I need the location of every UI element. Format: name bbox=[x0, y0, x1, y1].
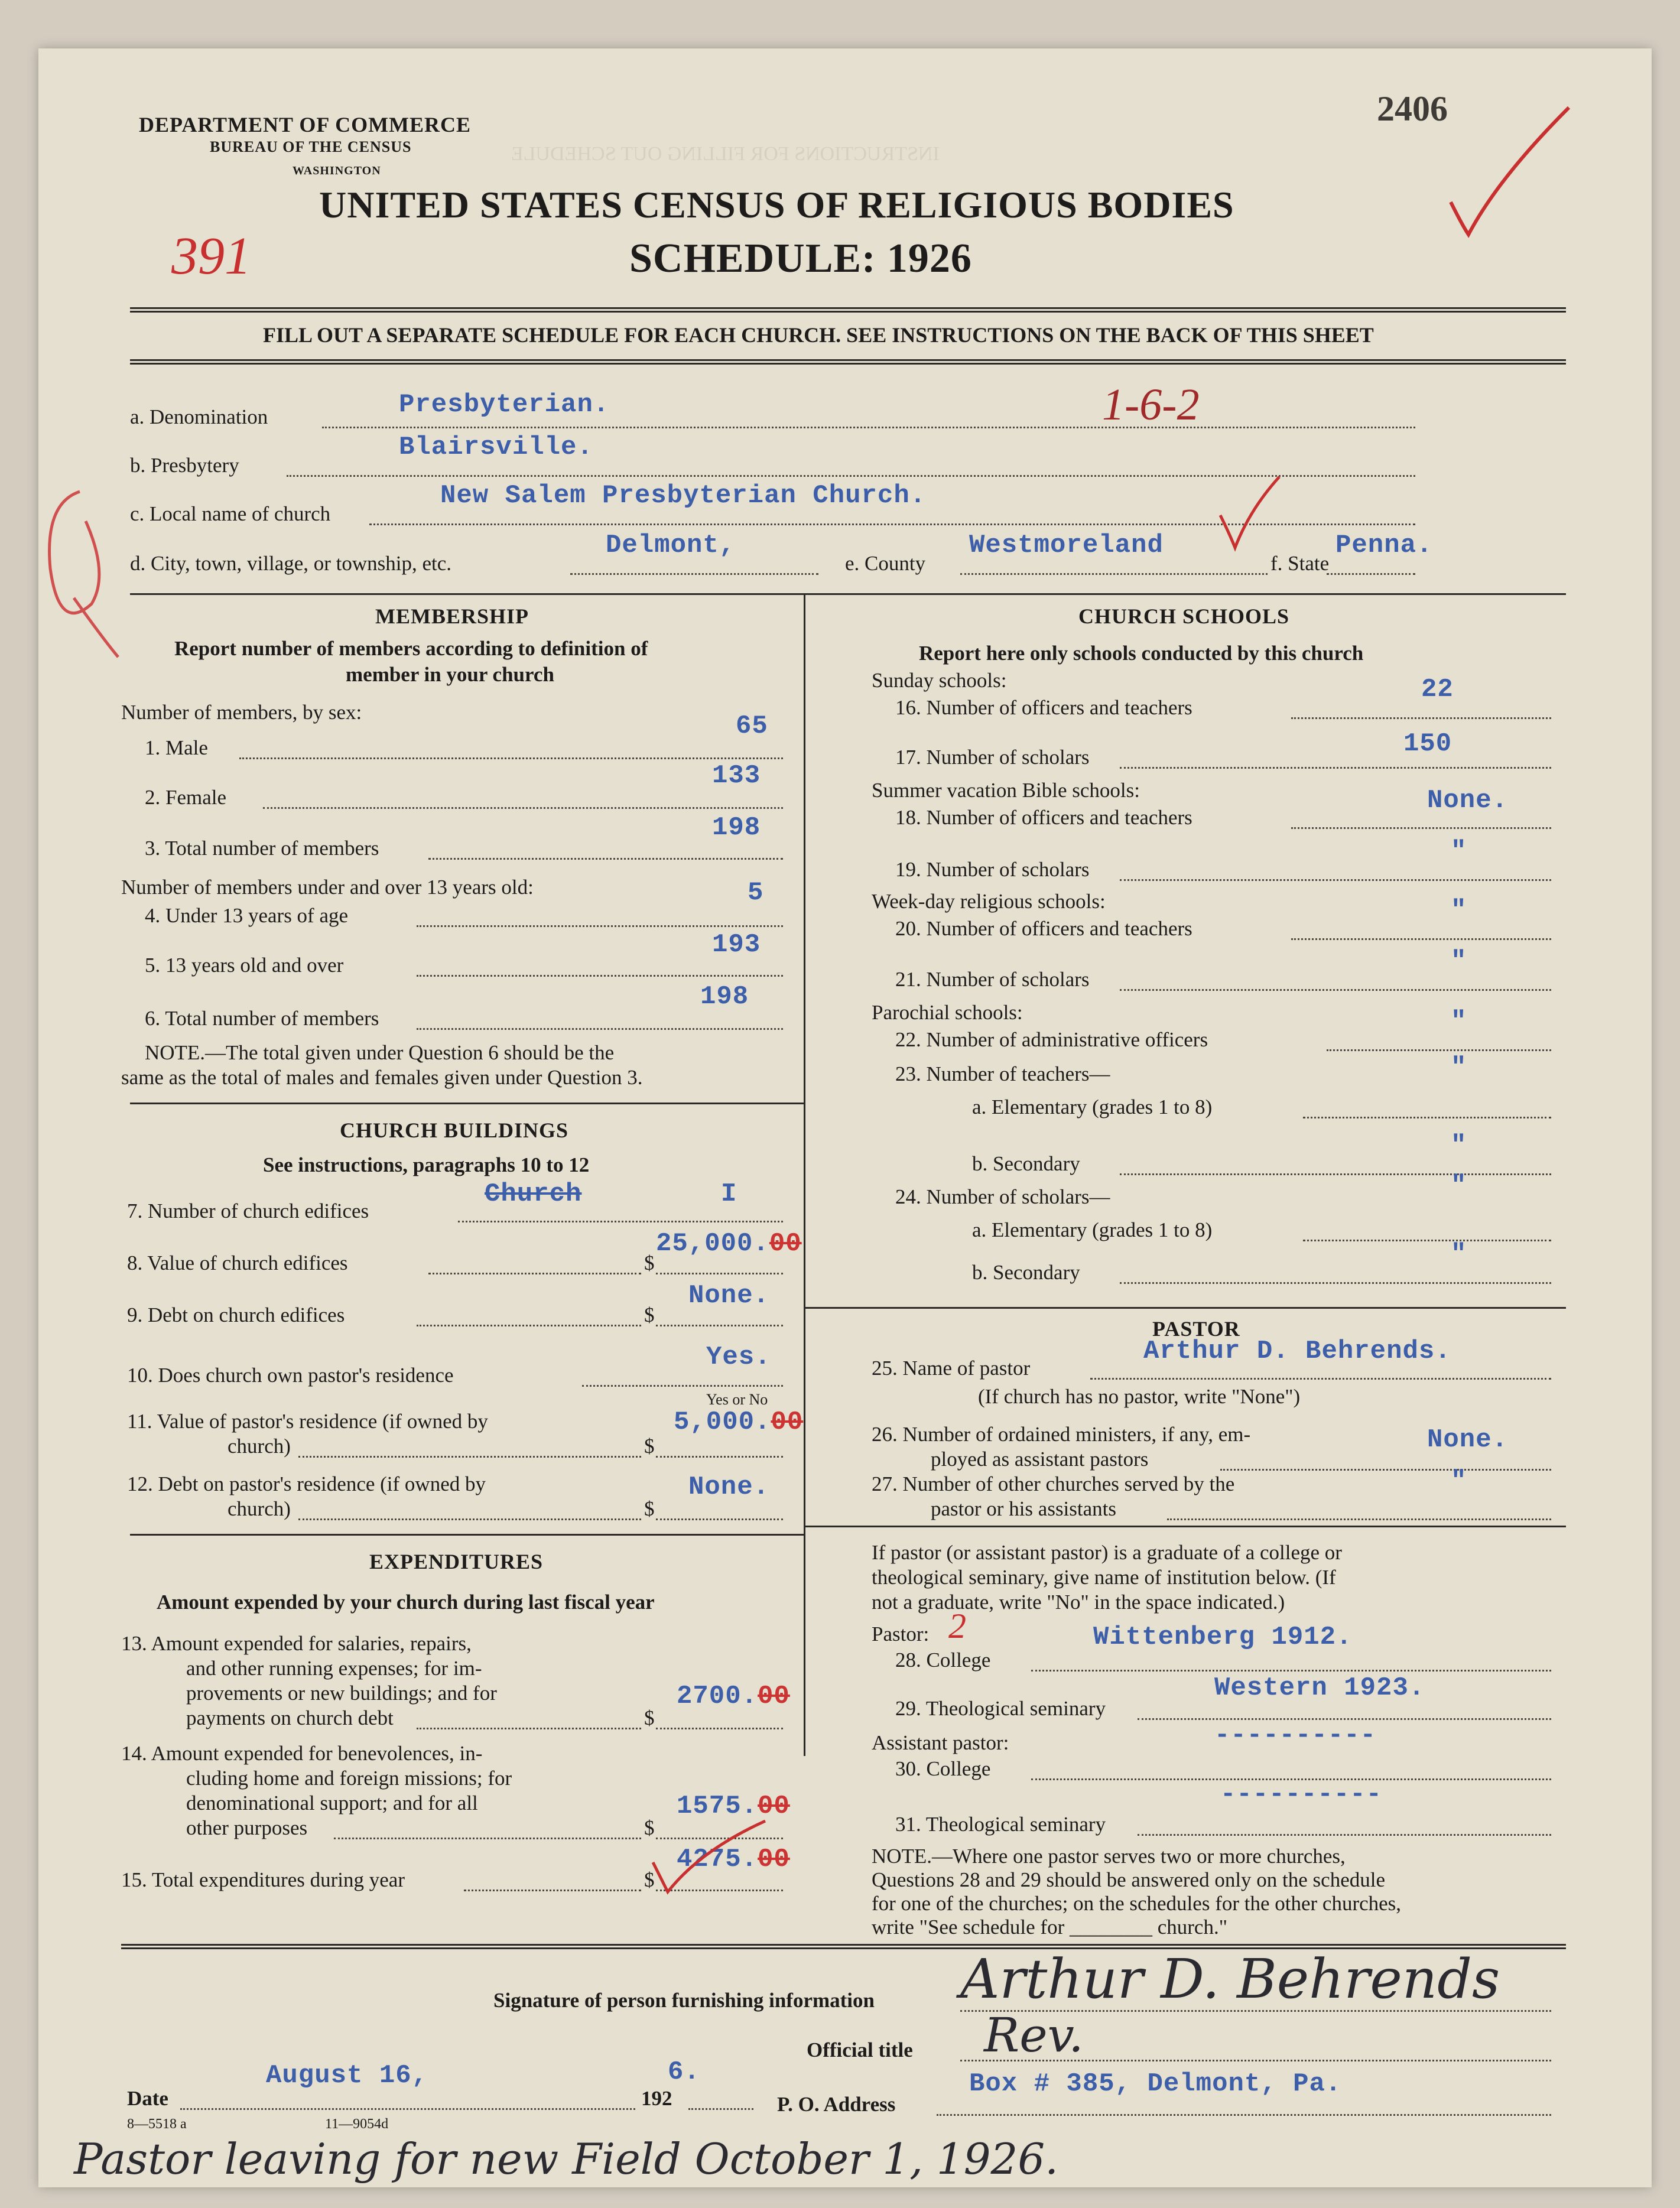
by-age-label: Number of members under and over 13 years old: bbox=[121, 876, 534, 899]
q14-value[interactable]: 1575.00 bbox=[677, 1791, 790, 1821]
pastor-note-1: NOTE.—Where one pastor serves two or more churches, bbox=[872, 1845, 1346, 1868]
q12-debt-label-1: 12. Debt on pastor's residence (if owned by bbox=[127, 1472, 486, 1495]
department-name: DEPARTMENT OF COMMERCE bbox=[139, 113, 472, 136]
q5-over-13-label: 5. 13 years old and over bbox=[145, 954, 344, 977]
presbytery-label: b. Presbytery bbox=[130, 454, 239, 477]
local-name-value[interactable]: New Salem Presbyterian Church. bbox=[440, 481, 927, 510]
local-name-label: c. Local name of church bbox=[130, 502, 331, 525]
q25-label: 25. Name of pastor bbox=[872, 1357, 1031, 1380]
q31-value[interactable]: ---------- bbox=[1220, 1780, 1383, 1809]
q26-value[interactable]: None. bbox=[1427, 1425, 1509, 1455]
form-title: UNITED STATES CENSUS OF RELIGIOUS BODIES bbox=[319, 184, 1234, 226]
q13-label-3: provements or new buildings; and for bbox=[186, 1682, 497, 1705]
q13-label-2: and other running expenses; for im- bbox=[186, 1657, 482, 1680]
q7-edifices-label: 7. Number of church edifices bbox=[127, 1199, 369, 1222]
q19-label: 19. Number of scholars bbox=[895, 858, 1090, 881]
q17-value[interactable]: 150 bbox=[1403, 729, 1452, 759]
q20-label: 20. Number of officers and teachers bbox=[895, 917, 1192, 940]
q30-value[interactable]: ---------- bbox=[1214, 1721, 1377, 1750]
q23a-label: a. Elementary (grades 1 to 8) bbox=[972, 1095, 1213, 1118]
q9-dollar: $ bbox=[644, 1303, 655, 1326]
expenditures-intro: Amount expended by your church during last fiscal year bbox=[157, 1591, 655, 1614]
pastor-heading: PASTOR bbox=[1152, 1317, 1240, 1341]
q9-debt-value[interactable]: None. bbox=[688, 1281, 770, 1311]
q22-value[interactable]: " bbox=[1451, 1007, 1467, 1036]
q5-over-13-value[interactable]: 193 bbox=[712, 930, 761, 960]
q21-value[interactable]: " bbox=[1451, 947, 1467, 976]
q17-label: 17. Number of scholars bbox=[895, 746, 1090, 769]
q6-total-value[interactable]: 198 bbox=[700, 982, 749, 1012]
q10-residence-value[interactable]: Yes. bbox=[706, 1342, 771, 1372]
schedule-sheet bbox=[38, 48, 1652, 2187]
q8-value[interactable]: 25,000.00 bbox=[656, 1229, 802, 1259]
q28-value[interactable]: Wittenberg 1912. bbox=[1093, 1622, 1353, 1652]
q11-dollar: $ bbox=[644, 1435, 655, 1458]
q29-label: 29. Theological seminary bbox=[895, 1697, 1106, 1720]
q15-value[interactable]: 4275.00 bbox=[677, 1845, 790, 1874]
q9-debt-label: 9. Debt on church edifices bbox=[127, 1303, 345, 1326]
official-title-label: Official title bbox=[807, 2038, 913, 2061]
graduate-instruction-1: If pastor (or assistant pastor) is a graduate of a college or bbox=[872, 1541, 1342, 1564]
bureau-name: BUREAU OF THE CENSUS bbox=[210, 138, 412, 155]
by-sex-label: Number of members, by sex: bbox=[121, 701, 362, 724]
q13-label-1: 13. Amount expended for salaries, repairs, bbox=[121, 1632, 472, 1655]
schedule-title: SCHEDULE: 1926 bbox=[629, 236, 972, 281]
expenditures-heading: EXPENDITURES bbox=[369, 1550, 544, 1573]
q23b-label: b. Secondary bbox=[972, 1152, 1080, 1175]
q20-value[interactable]: " bbox=[1451, 896, 1467, 925]
red-circled-letter bbox=[38, 486, 121, 663]
q15-dollar: $ bbox=[644, 1868, 655, 1891]
q21-label: 21. Number of scholars bbox=[895, 968, 1090, 991]
q23b-value[interactable]: " bbox=[1451, 1131, 1467, 1160]
county-label: e. County bbox=[845, 552, 926, 575]
address-value[interactable]: Box # 385, Delmont, Pa. bbox=[969, 2069, 1342, 2099]
q11-value-label-2: church) bbox=[228, 1435, 291, 1458]
handwritten-number: 391 bbox=[171, 227, 251, 285]
q26-label-2: ployed as assistant pastors bbox=[931, 1448, 1149, 1471]
instructions-bar: FILL OUT A SEPARATE SCHEDULE FOR EACH CHURCH. SEE INSTRUCTIONS ON THE BACK OF THIS SHEET bbox=[263, 323, 1374, 347]
denomination-label: a. Denomination bbox=[130, 405, 268, 428]
membership-note-2: same as the total of males and females given under Question 3. bbox=[121, 1066, 643, 1089]
red-check-county bbox=[1214, 474, 1285, 557]
q24b-label: b. Secondary bbox=[972, 1261, 1080, 1284]
county-value[interactable]: Westmoreland bbox=[969, 531, 1164, 560]
q8-value-label: 8. Value of church edifices bbox=[127, 1251, 348, 1274]
graduate-instruction-3: not a graduate, write "No" in the space indicated.) bbox=[872, 1591, 1285, 1614]
city-name: WASHINGTON bbox=[293, 164, 381, 177]
q29-value[interactable]: Western 1923. bbox=[1214, 1673, 1425, 1703]
signature-label: Signature of person furnishing information bbox=[493, 1989, 875, 2012]
q7-struck-text: Church bbox=[485, 1179, 582, 1209]
signature-value[interactable]: Arthur D. Behrends bbox=[960, 1947, 1500, 2011]
date-label: Date bbox=[127, 2087, 168, 2110]
q14-label-2: cluding home and foreign missions; for bbox=[186, 1767, 512, 1790]
q24-value[interactable]: " bbox=[1451, 1171, 1467, 1201]
state-label: f. State bbox=[1270, 552, 1330, 575]
q14-label-1: 14. Amount expended for benevolences, in- bbox=[121, 1742, 483, 1765]
assistant-pastor-label: Assistant pastor: bbox=[872, 1731, 1009, 1754]
q31-label: 31. Theological seminary bbox=[895, 1813, 1106, 1836]
q12-debt-value[interactable]: None. bbox=[688, 1472, 770, 1502]
schools-heading: CHURCH SCHOOLS bbox=[1078, 604, 1290, 628]
address-label: P. O. Address bbox=[777, 2093, 896, 2116]
year-prefix: 192 bbox=[641, 2087, 672, 2110]
weekday-schools-label: Week-day religious schools: bbox=[872, 890, 1106, 913]
pastor-note-3: for one of the churches; on the schedules for the other churches, bbox=[872, 1892, 1402, 1915]
q13-label-4: payments on church debt bbox=[186, 1706, 394, 1729]
q22-label: 22. Number of administrative officers bbox=[895, 1028, 1208, 1051]
q25-value[interactable]: Arthur D. Behrends. bbox=[1143, 1336, 1451, 1366]
q27-value[interactable]: " bbox=[1451, 1466, 1467, 1496]
q23-value[interactable]: " bbox=[1451, 1053, 1467, 1082]
q3-total-value[interactable]: 198 bbox=[712, 813, 761, 843]
pastor-note-4: write "See schedule for ________ church." bbox=[872, 1916, 1228, 1939]
q19-value[interactable]: " bbox=[1451, 837, 1467, 866]
red-check-mark bbox=[1445, 102, 1575, 243]
q30-label: 30. College bbox=[895, 1757, 991, 1780]
buildings-subheading: See instructions, paragraphs 10 to 12 bbox=[263, 1153, 590, 1176]
state-value[interactable]: Penna. bbox=[1335, 531, 1433, 560]
city-value[interactable]: Delmont, bbox=[606, 531, 736, 560]
sunday-schools-label: Sunday schools: bbox=[872, 669, 1007, 692]
summer-schools-label: Summer vacation Bible schools: bbox=[872, 779, 1140, 802]
stamp-number: 2406 bbox=[1377, 89, 1448, 128]
q13-value[interactable]: 2700.00 bbox=[677, 1682, 790, 1711]
q28-label: 28. College bbox=[895, 1648, 991, 1672]
q27-label-1: 27. Number of other churches served by the bbox=[872, 1472, 1235, 1495]
q24b-value[interactable]: " bbox=[1451, 1240, 1467, 1269]
schools-intro: Report here only schools conducted by this church bbox=[919, 642, 1364, 665]
q10-residence-label: 10. Does church own pastor's residence bbox=[127, 1364, 454, 1387]
red-check-expenditures bbox=[641, 1815, 771, 1898]
denomination-value[interactable]: Presbyterian. bbox=[399, 390, 610, 420]
q14-dollar: $ bbox=[644, 1816, 655, 1839]
q1-male-label: 1. Male bbox=[145, 736, 208, 759]
q4-under-13-value[interactable]: 5 bbox=[748, 878, 764, 908]
q23-label: 23. Number of teachers— bbox=[895, 1062, 1110, 1085]
print-number: 11—9054d bbox=[325, 2116, 389, 2132]
handwritten-code: 1-6-2 bbox=[1102, 380, 1200, 430]
q12-dollar: $ bbox=[644, 1497, 655, 1520]
pastor-label: Pastor: bbox=[872, 1622, 930, 1646]
bleed-through-heading: INSTRUCTIONS FOR FILLING OUT SCHEDULE bbox=[511, 143, 940, 165]
official-title-value[interactable]: Rev. bbox=[984, 2008, 1084, 2063]
graduate-instruction-2: theological seminary, give name of institution below. (If bbox=[872, 1566, 1336, 1589]
parochial-schools-label: Parochial schools: bbox=[872, 1001, 1023, 1024]
q26-label-1: 26. Number of ordained ministers, if any, em- bbox=[872, 1423, 1251, 1446]
membership-intro-2: member in your church bbox=[346, 663, 554, 686]
form-number: 8—5518 a bbox=[127, 2116, 187, 2132]
pastor-red-mark: 2 bbox=[948, 1607, 966, 1646]
yes-or-no-hint: Yes or No bbox=[706, 1391, 768, 1408]
q7-edifices-value[interactable]: I bbox=[721, 1179, 737, 1209]
q2-female-value[interactable]: 133 bbox=[712, 761, 761, 791]
q2-female-label: 2. Female bbox=[145, 786, 227, 809]
q15-total-label: 15. Total expenditures during year bbox=[121, 1868, 405, 1891]
q3-total-label: 3. Total number of members bbox=[145, 837, 379, 860]
handwritten-footnote: Pastor leaving for new Field October 1, 1926. bbox=[74, 2134, 1059, 2184]
q18-value[interactable]: None. bbox=[1427, 786, 1509, 815]
q14-label-4: other purposes bbox=[186, 1816, 308, 1839]
q6-total-label: 6. Total number of members bbox=[145, 1007, 379, 1030]
q16-value[interactable]: 22 bbox=[1421, 675, 1454, 704]
q25-note: (If church has no pastor, write "None") bbox=[978, 1385, 1301, 1408]
q13-dollar: $ bbox=[644, 1706, 655, 1729]
q18-label: 18. Number of officers and teachers bbox=[895, 806, 1192, 829]
q24a-label: a. Elementary (grades 1 to 8) bbox=[972, 1218, 1213, 1241]
date-value[interactable]: August 16, bbox=[266, 2061, 428, 2090]
presbytery-value[interactable]: Blairsville. bbox=[399, 433, 593, 462]
pastor-note-2: Questions 28 and 29 should be answered only on the schedule bbox=[872, 1868, 1386, 1891]
q8-dollar: $ bbox=[644, 1251, 655, 1274]
q4-under-13-label: 4. Under 13 years of age bbox=[145, 904, 349, 927]
q11-value[interactable]: 5,000.00 bbox=[674, 1407, 804, 1437]
city-label: d. City, town, village, or township, etc. bbox=[130, 552, 452, 575]
q11-value-label-1: 11. Value of pastor's residence (if owned by bbox=[127, 1410, 488, 1433]
q24-label: 24. Number of scholars— bbox=[895, 1185, 1110, 1208]
buildings-heading: CHURCH BUILDINGS bbox=[340, 1118, 569, 1142]
q12-debt-label-2: church) bbox=[228, 1497, 291, 1520]
membership-heading: MEMBERSHIP bbox=[375, 604, 529, 628]
membership-intro-1: Report number of members according to definition of bbox=[174, 637, 648, 660]
q27-label-2: pastor or his assistants bbox=[931, 1497, 1117, 1520]
membership-note-1: NOTE.—The total given under Question 6 should be the bbox=[145, 1041, 615, 1064]
year-value[interactable]: 6. bbox=[668, 2057, 700, 2087]
q16-label: 16. Number of officers and teachers bbox=[895, 696, 1192, 719]
q14-label-3: denominational support; and for all bbox=[186, 1791, 478, 1814]
q1-male-value[interactable]: 65 bbox=[736, 711, 768, 741]
